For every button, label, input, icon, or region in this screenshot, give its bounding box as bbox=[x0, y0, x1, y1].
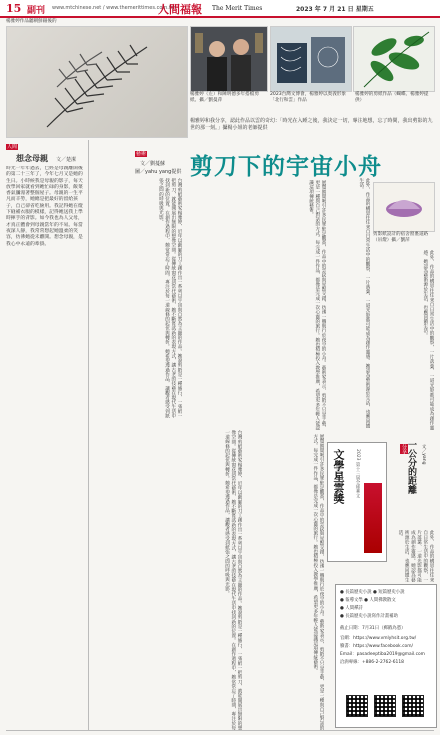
article-body-2: 展覽期間吸引許多民眾駐足觀賞，作品中的雲紋與星點交錯，彷彿一艘航行於夜空的小舟。藝術家表示，剪紙不只是手藝，更是一種與自己對話的方式。每完成一件作品，都像是完成一次心靈的旅行。她也積極投入教學推廣，希望更多年輕人能認識這項傳統藝術。 bbox=[308, 180, 326, 430]
article-body-4: 展覽期間吸引許多民眾駐足觀賞，作品中的雲紋與星點交錯，彷彿一艘航行於夜空的小舟。藝術家表示，剪紙不只是手藝，更是一種與自己對話的方式。每完成一件作品，都像是完成一次心靈的旅行。她也積極投入教學推廣，希望更多年輕人能認識這項傳統藝術。 bbox=[312, 434, 324, 730]
bottom-right-tag: 分享 bbox=[401, 444, 407, 454]
article-photo-credit: 圖／yahu yang提供 bbox=[135, 169, 182, 175]
book-subtitle: 2023 第十三屆全球華文 bbox=[355, 449, 360, 498]
photo-quote: 楊雅婷和我分享，認此作品以雲的奇幻：「時光在入睡之後，我決定一切，專注地想，忘了時間，我出剪影的九世的那一刻。」攝楊小姐的老師提供 bbox=[190, 118, 433, 131]
book-title: 文學星雲獎 bbox=[332, 449, 345, 504]
photo-artists bbox=[190, 26, 268, 92]
photo-caption-1: 楊雅婷（左）和陳明德多年搭檔剪紙、攝／劉曼萍 bbox=[190, 92, 259, 103]
left-column-title: 想念母親 bbox=[16, 154, 48, 163]
bottom-right-author: 文／yang bbox=[421, 444, 426, 465]
qr-code-icon[interactable] bbox=[402, 695, 424, 717]
photo-caption-2: 2023台灣文博會，楊雅婷以奥義形象「北行和雲」作品 bbox=[270, 92, 347, 103]
column-divider bbox=[88, 140, 89, 730]
award-info-box bbox=[335, 584, 437, 728]
photo-fern-artwork bbox=[6, 26, 188, 138]
info-line-2: ● 人間禪詩 bbox=[340, 606, 363, 611]
page-number: 15 bbox=[6, 2, 22, 15]
left-column-author: 文／楚潔 bbox=[56, 157, 77, 163]
article-body-1: 台灣剪紙藝術家楊雅婷，近年以細膩的刀工創作出一系列以宇宙與自然為主題的作品。她說剪紙是一種修行，一張紙一把剪刀，就能開展出無限的想像空間。從傳統窗花到當代藝術，她不斷嘗試新的表現方式，讓古老的技藝在現代生活中找到新的位置。在創作過程中，她常常忘了時間，專注於每一道線條的起伏與轉折。她希望透過作品，讓觀者感受到紙張之間的呼吸與光影。 bbox=[158, 178, 182, 418]
info-line-7[interactable]: Email：pasadeeptiba2019@gmail.com bbox=[340, 652, 425, 657]
qr-code-icon[interactable] bbox=[374, 695, 396, 717]
info-line-5[interactable]: 官網：https://www.vmlyhsit.org.tw/ bbox=[340, 636, 417, 641]
photo-paper-cut-object bbox=[373, 182, 435, 232]
info-line-1: ● 報導文學 ● 人間佛教散文 bbox=[340, 598, 396, 603]
info-line-8: 洽詢專線：+886-2-2762-6118 bbox=[340, 660, 404, 665]
section-name: 副刊 bbox=[27, 6, 46, 16]
far-right-photo-caption: 剪影紙設計的宿舍窗裏道路（吊燈）攝／劉萍 bbox=[373, 232, 429, 243]
issue-date: 2023 年 7 月 21 日 星期五 bbox=[296, 6, 374, 13]
info-line-3: ● 長篇歷史小說寫作計畫補助 bbox=[340, 614, 398, 619]
page-bottom-rule bbox=[6, 730, 434, 731]
website-url[interactable]: www.mtchinese.net / www.themerittimes.com.tw bbox=[52, 5, 175, 11]
newspaper-logo-en: The Merit Times bbox=[212, 5, 263, 12]
book-spine-decoration bbox=[364, 483, 382, 553]
qr-code-icon[interactable] bbox=[346, 695, 368, 717]
left-column-tag: 人間 bbox=[7, 144, 18, 150]
bottom-right-title: 一公分的距離 bbox=[406, 440, 416, 494]
article-body-3: 台灣剪紙藝術家楊雅婷，近年以細膩的刀工創作出一系列以宇宙與自然為主題的作品。她說剪紙是一種修行，一張紙一把剪刀，就能開展出無限的想像空間。從傳統窗花到當代藝術，她不斷嘗試新的表現方式，讓古老的技藝在現代生活中找到新的位置。在創作過程中，她常常忘了時間，專注於每一道線條的起伏與轉折。她希望透過作品，讓觀者感受到紙張之間的呼吸與光影。 bbox=[224, 430, 242, 730]
far-right-body: 此外，作品的構思往往來自日常生活中的觀察，一片落葉、一道光影都可能成為創作靈感。她認為藝術源於生活，也應回饋生活。 bbox=[358, 178, 370, 428]
info-line-4: 截止日期：7月31日（郵戳為憑） bbox=[340, 626, 406, 631]
left-column-body: 時光一年年過去，已經是母親離開後的第二十三年了，今年七月又是她的生日。小時候我是母親的影子，每天放學回家就看到她忙碌的身影，飯菜香氣瀰漫著整個屋子。母親的一生平凡而辛勞，她總是把最好的留給孩子，自己卻省吃儉用。我記得她在燈下縫補衣服的模樣，記得她送我上學時揮手的背影。如今我也為人父母，才真正體會到母親當年的不易。每當夜深人靜，我常常想起她溫柔的笑容，彷彿她從未離開。想念母親，是我心中永遠的牽掛。 bbox=[6, 166, 83, 247]
newspaper-logo: 人間福報 bbox=[158, 3, 202, 16]
book-advertisement[interactable] bbox=[327, 442, 387, 562]
photo-exhibition bbox=[270, 26, 352, 92]
photo-leaves bbox=[353, 26, 435, 92]
article-author: 文／劉蔓蘇 bbox=[140, 161, 166, 167]
right-column-tag: 藝術 bbox=[136, 151, 147, 157]
info-line-6[interactable]: 臉書：https://www.facebook.com/ bbox=[340, 644, 413, 649]
info-line-0: ● 長篇歷史小說 ● 短篇歷史小說 bbox=[340, 590, 405, 595]
bottom-right-body: 此外，作品的構思往往來自日常生活中的觀察，一片落葉、一道光影都可能成為創作靈感。她認為藝術源於生活，也應回饋生活。 bbox=[397, 530, 434, 582]
fern-icon bbox=[7, 27, 187, 137]
main-title: 剪刀下的宇宙小舟 bbox=[190, 154, 382, 180]
far-right-body-2: 此外，作品的構思往往來自日常生活中的觀察，一片落葉、一道光影都可能成為創作靈感。她認為藝術源於生活，也應回饋生活。 bbox=[422, 250, 434, 430]
top-photo-caption: 楊雅婷作品聽朝鮮銀後的 bbox=[6, 19, 57, 24]
photo-caption-3: 楊雅婷的剪紙作品（蝴蝶、楊雅婷提供） bbox=[355, 92, 429, 103]
